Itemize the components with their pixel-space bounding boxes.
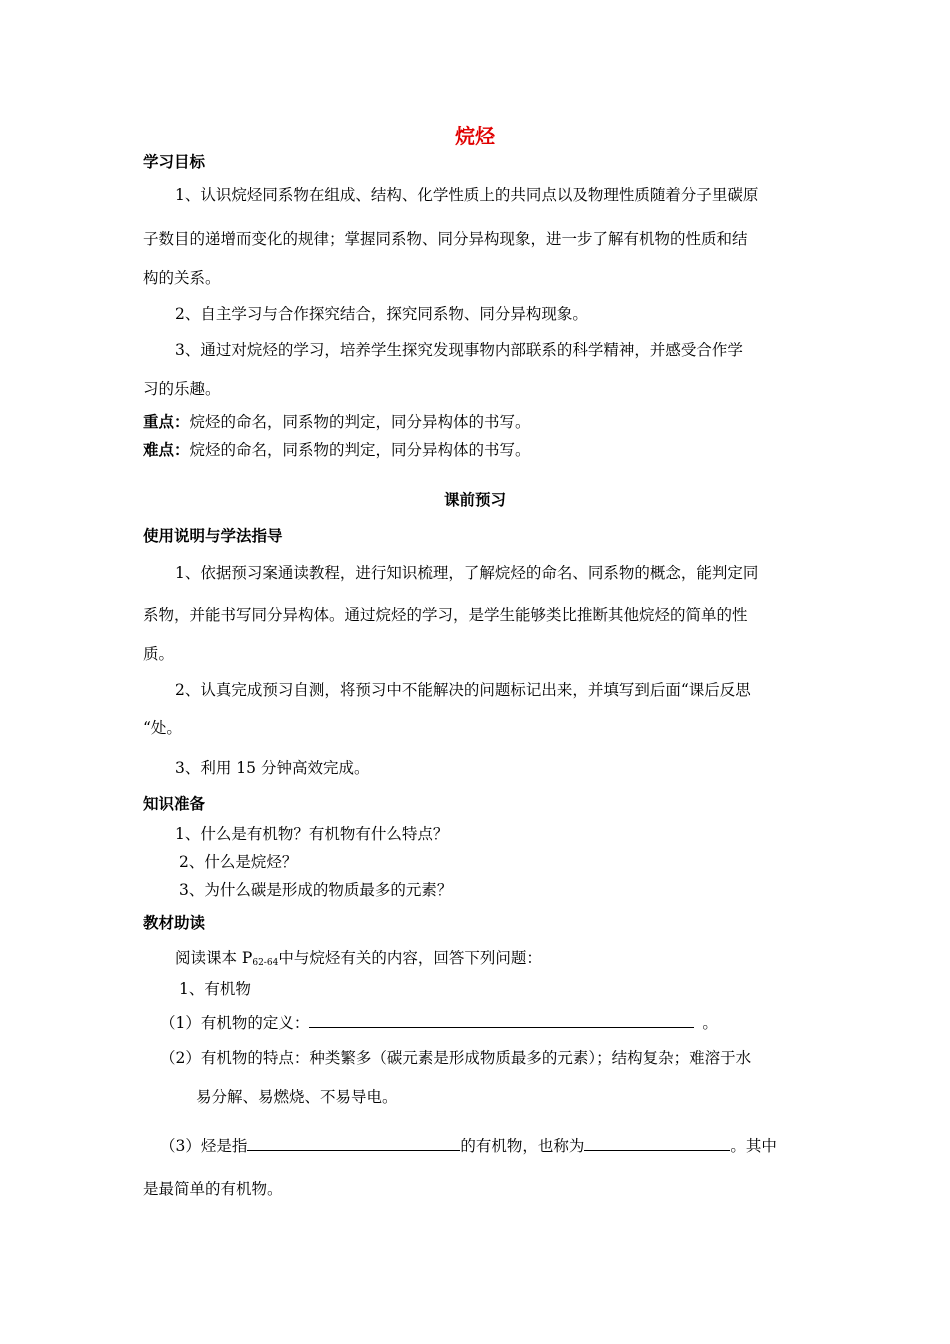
usage-2-line-2: “处。 xyxy=(143,719,182,737)
difficult-points-label: 难点： xyxy=(143,441,190,459)
document-title: 烷烃 xyxy=(455,124,495,148)
reading-intro-after: 中与烷烃有关的内容，回答下列问题： xyxy=(278,949,542,967)
question-1-blank[interactable] xyxy=(309,1011,694,1028)
usage-1-line-1: 1、依据预习案通读教程，进行知识梳理，了解烷烃的命名、同系物的概念，能判定同 xyxy=(175,564,759,582)
question-2-line-1: （2）有机物的特点：种类繁多（碳元素是形成物质最多的元素）；结构复杂；难溶于水 xyxy=(160,1049,752,1067)
difficult-points-text: 烷烃的命名，同系物的判定，同分异构体的书写。 xyxy=(189,441,531,459)
question-1-end: 。 xyxy=(702,1014,718,1032)
question-1-label: （1）有机物的定义： xyxy=(160,1014,310,1032)
preview-heading: 课前预习 xyxy=(443,491,506,509)
knowledge-item-3: 3、为什么碳是形成的物质最多的元素？ xyxy=(179,881,453,899)
key-points-text: 烷烃的命名，同系物的判定，同分异构体的书写。 xyxy=(189,413,531,431)
question-3-part-1: （3）烃是指 xyxy=(160,1137,248,1155)
question-3-line-2: 是最简单的有机物。 xyxy=(143,1180,283,1198)
question-3-part-2: 的有机物，也称为 xyxy=(460,1137,585,1155)
usage-3: 3、利用 15 分钟高效完成。 xyxy=(175,759,370,777)
key-points xyxy=(143,410,531,434)
question-3-blank-1[interactable] xyxy=(247,1134,460,1151)
question-3-line-1 xyxy=(160,1134,777,1158)
objective-1-line-1: 1、认识烷烃同系物在组成、结构、化学性质上的共同点以及物理性质随着分子里碳原 xyxy=(175,186,759,204)
usage-1-line-2: 系物，并能书写同分异构体。通过烷烃的学习，是学生能够类比推断其他烷烃的简单的性 xyxy=(143,606,748,624)
question-1 xyxy=(160,1011,718,1035)
objectives-heading: 学习目标 xyxy=(143,153,206,171)
reading-intro xyxy=(175,946,542,975)
usage-2-line-1: 2、认真完成预习自测，将预习中不能解决的问题标记出来，并填写到后面“课后反思 xyxy=(175,681,751,699)
key-points-label: 重点： xyxy=(143,413,190,431)
reading-intro-before: 阅读课本 P xyxy=(175,949,253,967)
knowledge-heading: 知识准备 xyxy=(143,795,206,813)
usage-1-line-3: 质。 xyxy=(143,645,175,663)
knowledge-item-2: 2、什么是烷烃？ xyxy=(179,853,298,871)
reading-section-1: 1、有机物 xyxy=(179,980,251,998)
usage-heading: 使用说明与学法指导 xyxy=(143,527,283,545)
knowledge-item-1: 1、什么是有机物？有机物有什么特点？ xyxy=(175,825,449,843)
reading-heading: 教材助读 xyxy=(143,914,206,932)
reading-intro-pages: 62-64 xyxy=(252,958,279,968)
question-3-blank-2[interactable] xyxy=(584,1134,730,1151)
objective-1-line-2: 子数目的递增而变化的规律；掌握同系物、同分异构现象，进一步了解有机物的性质和结 xyxy=(143,230,748,248)
difficult-points xyxy=(143,438,531,462)
question-2-line-2: 易分解、易燃烧、不易导电。 xyxy=(196,1088,398,1106)
objective-3-line-2: 习的乐趣。 xyxy=(143,380,221,398)
objective-3-line-1: 3、通过对烷烃的学习，培养学生探究发现事物内部联系的科学精神，并感受合作学 xyxy=(175,341,743,359)
question-3-part-3: 。其中 xyxy=(730,1137,777,1155)
objective-2: 2、自主学习与合作探究结合，探究同系物、同分异构现象。 xyxy=(175,305,588,323)
objective-1-line-3: 构的关系。 xyxy=(143,269,221,287)
